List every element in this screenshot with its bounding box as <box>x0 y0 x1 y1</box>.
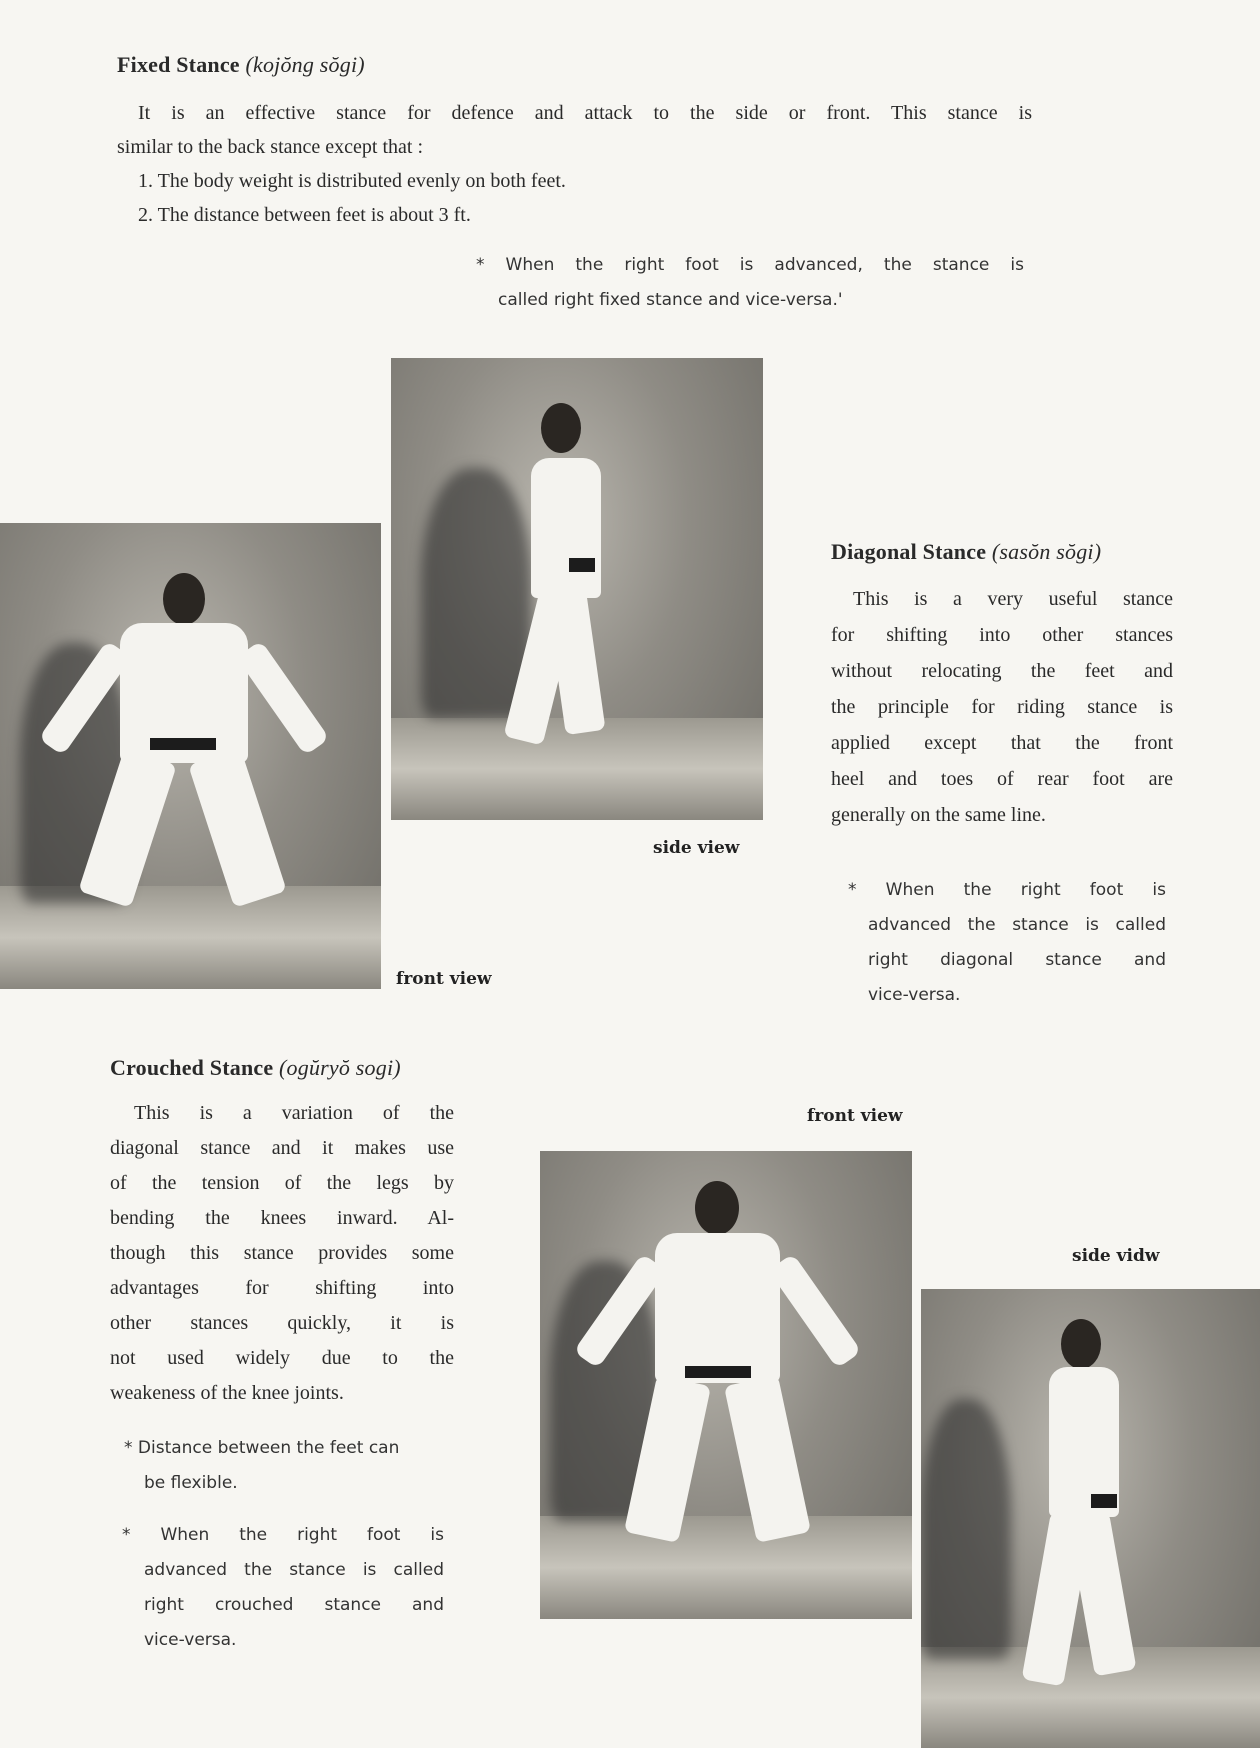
fixed-note-line-1: * When the right foot is advanced, the stance is <box>476 255 1024 275</box>
fixed-point-2: 2. The distance between feet is about 3 ft. <box>138 204 471 226</box>
crouched-side-caption: side vidw <box>1072 1246 1160 1266</box>
crouched-line: weakeness of the knee joints. <box>110 1382 344 1404</box>
crouched-line: of the tension of the legs by <box>110 1172 454 1194</box>
crouched-line: advantages for shifting into <box>110 1277 454 1299</box>
crouched-note-2 <box>122 1518 444 1658</box>
fixed-front-caption: front view <box>396 969 492 989</box>
diagonal-note-line: vice-versa. <box>868 985 961 1005</box>
crouched-stance-title: Crouched Stance <box>110 1055 274 1080</box>
fixed-stance-korean: (kojŏng sŏgi) <box>245 52 365 77</box>
crouched-note1-line: be flexible. <box>144 1473 238 1493</box>
crouched-note1-line: * Distance between the feet can <box>124 1438 400 1458</box>
diagonal-note-line: advanced the stance is called <box>868 915 1166 935</box>
fixed-stance-title: Fixed Stance <box>117 52 240 77</box>
diagonal-line: the principle for riding stance is <box>831 696 1173 718</box>
diagonal-line: without relocating the feet and <box>831 660 1173 682</box>
diagonal-stance-heading <box>831 539 1101 565</box>
diagonal-note-line: right diagonal stance and <box>868 950 1166 970</box>
fixed-intro-line-1: It is an effective stance for defence and attack to the side or front. This stance is <box>138 102 1032 124</box>
crouched-front-caption: front view <box>807 1106 903 1126</box>
fixed-stance-intro <box>117 96 1032 232</box>
crouched-line: bending the knees inward. Al- <box>110 1207 454 1229</box>
fixed-point-1: 1. The body weight is distributed evenly on both feet. <box>138 170 566 192</box>
diagonal-line: generally on the same line. <box>831 804 1046 826</box>
crouched-note2-line: * When the right foot is <box>122 1525 444 1545</box>
crouched-line: other stances quickly, it is <box>110 1312 454 1334</box>
diagonal-stance-body <box>831 581 1173 833</box>
crouched-line: This is a variation of the <box>134 1102 454 1124</box>
crouched-note2-line: right crouched stance and <box>144 1595 444 1615</box>
diagonal-stance-title: Diagonal Stance <box>831 539 987 564</box>
fixed-stance-note <box>476 248 1024 318</box>
diagonal-line: This is a very useful stance <box>853 588 1173 610</box>
fixed-side-caption: side view <box>653 838 740 858</box>
crouched-stance-side-photo <box>921 1289 1260 1748</box>
diagonal-stance-note <box>848 873 1166 1013</box>
fixed-intro-line-2: similar to the back stance except that : <box>117 136 423 158</box>
crouched-note2-line: advanced the stance is called <box>144 1560 444 1580</box>
fixed-stance-heading <box>117 52 365 78</box>
fixed-stance-side-photo <box>391 358 763 820</box>
crouched-note-1 <box>124 1431 444 1501</box>
diagonal-line: for shifting into other stances <box>831 624 1173 646</box>
diagonal-stance-korean: (sasŏn sŏgi) <box>991 539 1102 564</box>
fixed-note-line-2: called right fixed stance and vice-versa.' <box>498 290 843 310</box>
crouched-stance-heading <box>110 1055 401 1081</box>
crouched-line: diagonal stance and it makes use <box>110 1137 454 1159</box>
diagonal-line: applied except that the front <box>831 732 1173 754</box>
crouched-line: not used widely due to the <box>110 1347 454 1369</box>
fixed-stance-front-photo <box>0 523 381 989</box>
diagonal-note-line: * When the right foot is <box>848 880 1166 900</box>
crouched-line: though this stance provides some <box>110 1242 454 1264</box>
crouched-stance-body <box>110 1096 454 1411</box>
crouched-stance-front-photo <box>540 1151 912 1619</box>
crouched-stance-korean: (ogŭryŏ sogi) <box>279 1055 401 1080</box>
diagonal-line: heel and toes of rear foot are <box>831 768 1173 790</box>
crouched-note2-line: vice-versa. <box>144 1630 237 1650</box>
